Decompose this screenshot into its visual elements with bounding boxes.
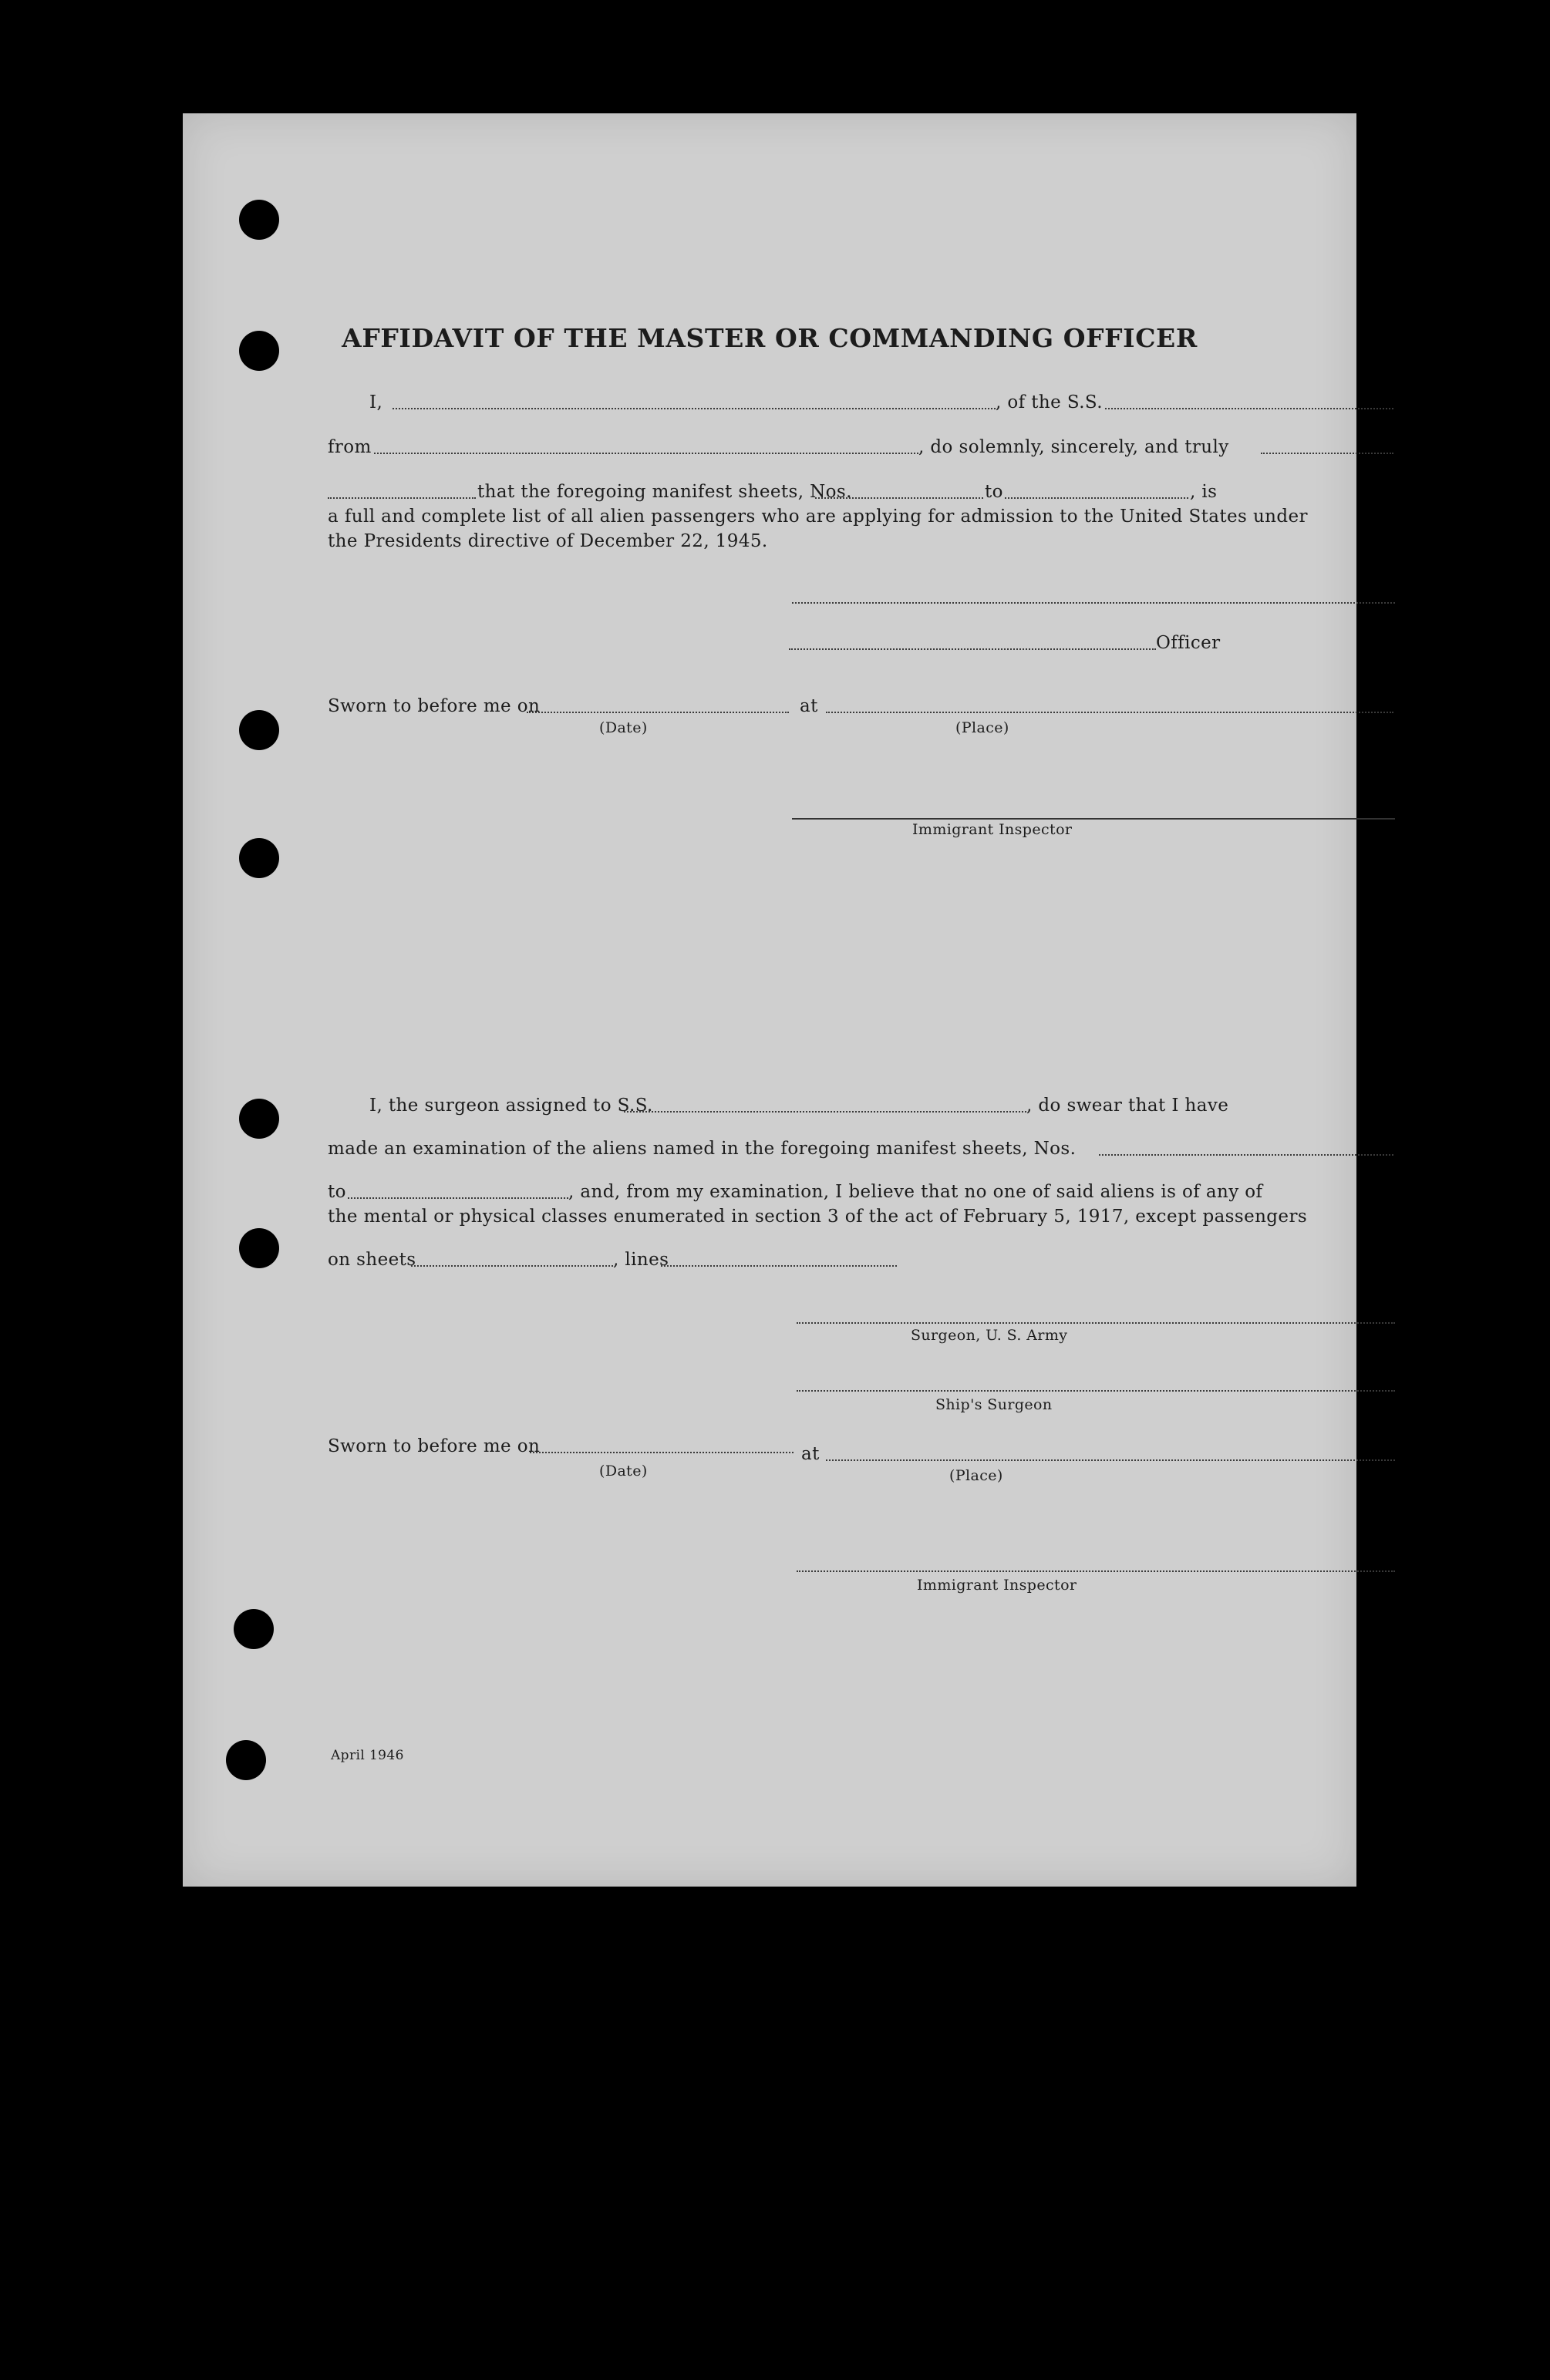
caption-date-1: (Date): [599, 719, 648, 736]
label-that-the: that the foregoing manifest sheets, Nos.: [477, 482, 852, 502]
surgeon-sheets-from-field[interactable]: [1099, 1154, 1393, 1156]
form-sheet: [183, 113, 1356, 1887]
surgeon-line-1b: , do swear that I have: [1026, 1096, 1229, 1116]
label-at-2: at: [801, 1444, 820, 1464]
binder-hole: [234, 1609, 274, 1649]
caption-ship-surgeon: Ship's Surgeon: [935, 1396, 1053, 1413]
master-signature-line[interactable]: [792, 602, 1395, 604]
binder-hole: [239, 710, 279, 750]
binder-hole: [226, 1740, 266, 1780]
label-at-1: at: [800, 696, 818, 716]
label-is: , is: [1190, 482, 1218, 502]
inspector-signature-line-1[interactable]: [792, 818, 1395, 820]
label-sworn-2: Sworn to before me on: [328, 1436, 541, 1456]
surgeon-line-3b: , and, from my examination, I believe that no one of said aliens is of any of: [568, 1182, 1263, 1202]
binder-hole: [239, 1228, 279, 1268]
officer-signature-field[interactable]: [789, 648, 1156, 650]
form-date-footer: April 1946: [331, 1748, 404, 1763]
surgeon-line-5a: on sheets: [328, 1250, 416, 1270]
sworn-date-field-1[interactable]: [527, 712, 789, 713]
caption-inspector-1: Immigrant Inspector: [912, 821, 1073, 838]
ship-surgeon-signature-line[interactable]: [797, 1390, 1395, 1392]
except-lines-field[interactable]: [661, 1265, 897, 1267]
label-sworn-1: Sworn to before me on: [328, 696, 541, 716]
caption-inspector-2: Immigrant Inspector: [917, 1577, 1077, 1594]
surgeon-sheets-to-field[interactable]: [348, 1197, 568, 1199]
from-field[interactable]: [374, 453, 918, 454]
sworn-date-field-2[interactable]: [530, 1452, 794, 1453]
label-officer: Officer: [1156, 633, 1221, 653]
binder-hole: [239, 200, 279, 240]
caption-date-2: (Date): [599, 1463, 648, 1480]
sheet-to-field[interactable]: [1005, 497, 1188, 499]
surgeon-line-2: made an examination of the aliens named in the foregoing manifest sheets, Nos.: [328, 1139, 1077, 1159]
inspector-signature-line-2[interactable]: [797, 1570, 1395, 1572]
oath-word-field[interactable]: [328, 497, 476, 499]
master-line-2: a full and complete list of all alien passengers who are applying for admission to the United States under: [328, 507, 1308, 527]
master-line-3: the Presidents directive of December 22, 1945.: [328, 531, 768, 551]
master-name-field[interactable]: [393, 408, 996, 409]
sheet-from-field[interactable]: [815, 497, 983, 499]
surgeon-line-4: the mental or physical classes enumerated in section 3 of the act of February 5, 1917, except passengers: [328, 1207, 1308, 1227]
label-do-solemnly: , do solemnly, sincerely, and truly: [918, 437, 1229, 457]
form-title: AFFIDAVIT OF THE MASTER OR COMMANDING OFFICER: [342, 323, 1198, 353]
label-from: from: [328, 437, 372, 457]
ship-name-field[interactable]: [1105, 408, 1393, 409]
sworn-place-field-2[interactable]: [826, 1459, 1395, 1461]
surgeon-line-5b: , lines: [613, 1250, 669, 1270]
label-i: I,: [369, 392, 383, 412]
label-to: to: [985, 482, 1003, 502]
surgeon-ship-field[interactable]: [624, 1111, 1026, 1113]
sworn-place-field-1[interactable]: [826, 712, 1393, 713]
caption-place-2: (Place): [949, 1467, 1003, 1484]
binder-hole: [239, 838, 279, 878]
label-of-the-ss: , of the S.S.: [996, 392, 1103, 412]
except-sheets-field[interactable]: [411, 1265, 613, 1267]
caption-place-1: (Place): [955, 719, 1009, 736]
surgeon-line-1a: I, the surgeon assigned to S.S.: [369, 1096, 653, 1116]
binder-hole: [239, 1099, 279, 1139]
caption-army-surgeon: Surgeon, U. S. Army: [911, 1327, 1068, 1344]
army-surgeon-signature-line[interactable]: [797, 1322, 1395, 1324]
surgeon-line-3a: to: [328, 1182, 346, 1202]
oath-field[interactable]: [1261, 453, 1393, 454]
